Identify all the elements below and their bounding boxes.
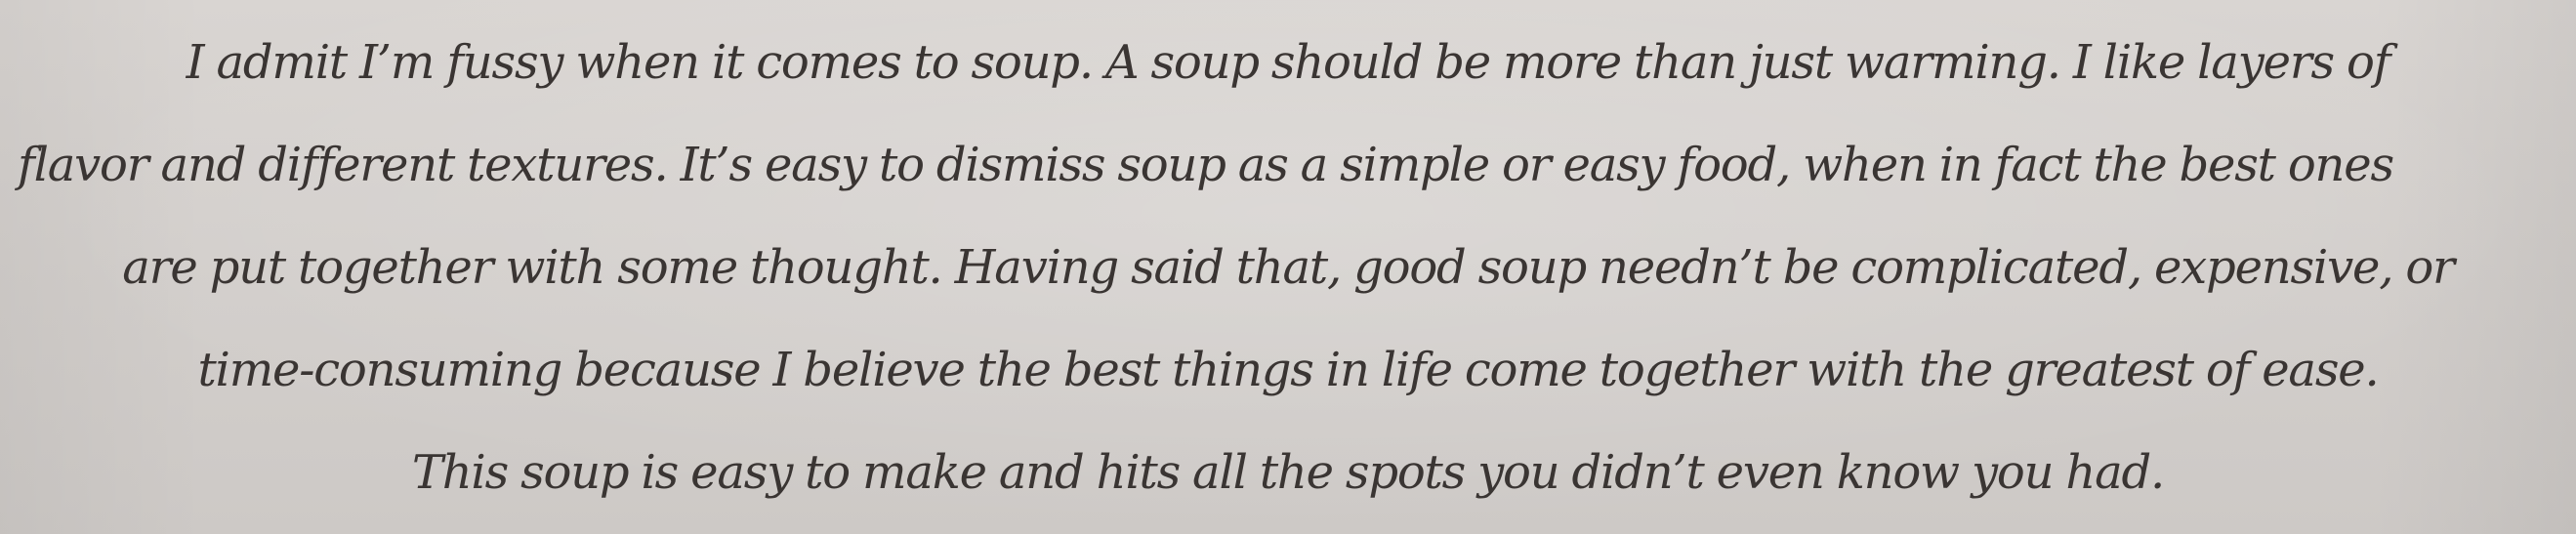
paragraph-line-2: flavor and different textures. It’s easy to dismiss soup as a simple or easy food, when in fact the best ones xyxy=(18,138,2393,192)
body-paragraph xyxy=(0,12,2576,524)
paragraph-line-5: This soup is easy to make and hits all the spots you didn’t even know you had. xyxy=(411,445,2165,500)
paragraph-line-3: are put together with some thought. Having said that, good soup needn’t be complicated, expensive, or xyxy=(122,240,2454,295)
paragraph-line-4: time-consuming because I believe the best things in life come together with the greatest of ease. xyxy=(197,343,2379,397)
paragraph-line-1: I admit I’m fussy when it comes to soup. A soup should be more than just warming. I like layers of xyxy=(186,35,2390,90)
